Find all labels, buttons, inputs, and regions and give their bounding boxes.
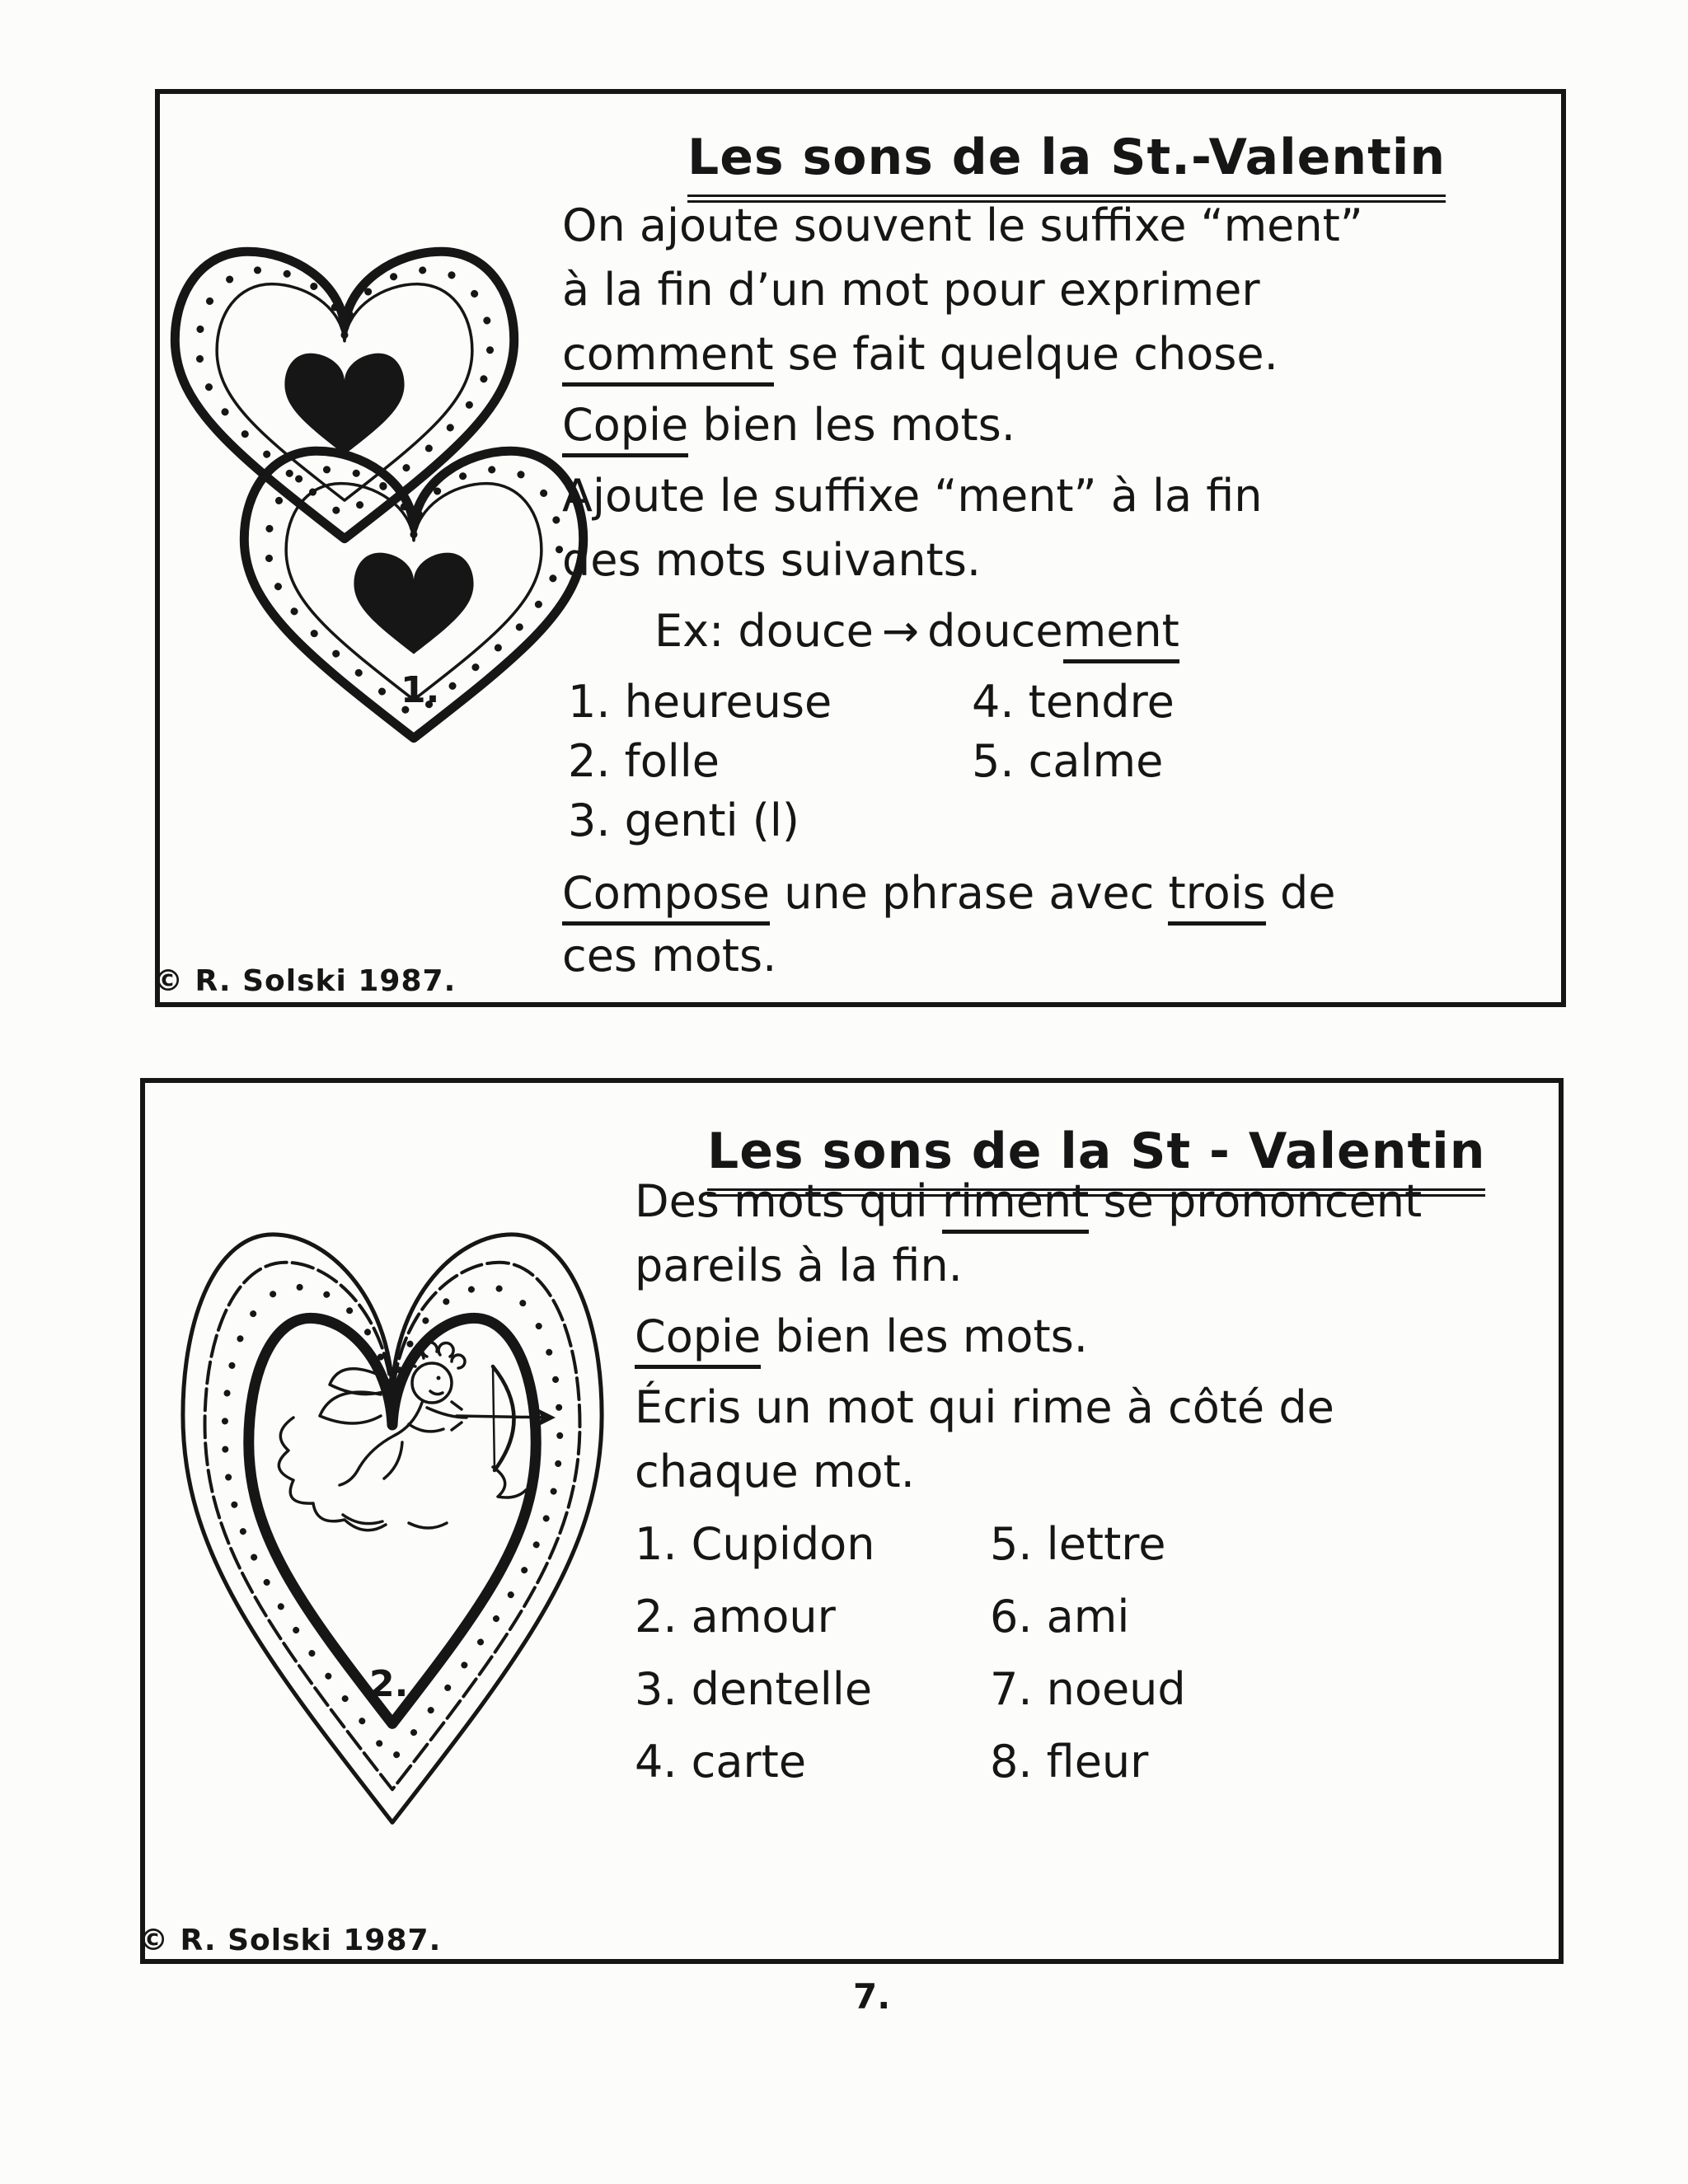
worksheet-card-1	[155, 89, 1566, 1007]
example-stem: douce	[927, 605, 1063, 657]
word-item-lettre: 5. lettre	[990, 1518, 1166, 1570]
card2-ecris-line-1: Écris un mot qui rime à côté de	[635, 1381, 1334, 1433]
cupid-wings	[320, 1369, 386, 1423]
card2-copie-instruction	[635, 1310, 1088, 1362]
cupid-eye	[437, 1376, 441, 1380]
right-arrow-icon: →	[881, 605, 920, 657]
copie-instruction-rest: bien les mots.	[688, 399, 1015, 451]
card1-example-line	[654, 605, 1179, 657]
card1-compose-line-1	[562, 867, 1336, 919]
example-prefix: Ex: douce	[654, 605, 874, 657]
lace-heart	[183, 1235, 602, 1822]
word-item-folle: 2. folle	[568, 735, 720, 787]
card1-copie-instruction	[562, 399, 1015, 451]
card1-ajoute-line-2: des mots suivants.	[562, 534, 982, 586]
front-heart-solid-center	[354, 553, 473, 654]
card1-title: Les sons de la St.-Valentin	[687, 129, 1446, 203]
card1-intro-line-1: On ajoute souvent le suffixe “ment”	[562, 199, 1363, 251]
underlined-word-trois: trois	[1168, 867, 1265, 926]
card1-intro-line-3	[562, 328, 1278, 380]
heart-number-label-1: 1.	[401, 669, 440, 711]
word-item-fleur: 8. fleur	[990, 1736, 1149, 1788]
compose-middle: une phrase avec	[770, 867, 1169, 919]
word-item-heureuse: 1. heureuse	[568, 676, 832, 728]
card1-ajoute-line-1: Ajoute le suffixe “ment” à la fin	[562, 470, 1263, 522]
intro-prefix: Des mots qui	[635, 1175, 942, 1227]
intro-rest: se prononcent	[1089, 1175, 1423, 1227]
word-item-gentil: 3. genti (l)	[568, 794, 799, 846]
card1-intro-line-2: à la fin d’un mot pour exprimer	[562, 264, 1260, 316]
cupid-diaper	[409, 1424, 443, 1432]
copie-instruction-2-rest: bien les mots.	[761, 1310, 1088, 1362]
cupid-bow-string	[493, 1366, 495, 1470]
double-hearts-illustration	[166, 218, 595, 794]
cupid-head	[412, 1363, 452, 1403]
worksheet-card-2	[140, 1078, 1564, 1964]
card2-title: Les sons de la St - Valentin	[707, 1122, 1485, 1197]
underlined-word-riment: riment	[942, 1175, 1089, 1234]
underlined-word-copie-2: Copie	[635, 1310, 761, 1369]
compose-end: de	[1265, 867, 1336, 919]
page-number: 7.	[853, 1976, 891, 2017]
word-item-ami: 6. ami	[990, 1591, 1130, 1643]
word-item-dentelle: 3. dentelle	[635, 1663, 873, 1715]
card2-intro-line-1	[635, 1175, 1422, 1227]
underlined-suffix-ment: ment	[1063, 605, 1179, 663]
lace-heart-outer-outline	[183, 1235, 602, 1822]
underlined-word-comment: comment	[562, 328, 774, 387]
heart-number-label-2: 2.	[369, 1663, 409, 1705]
back-heart-solid-center	[284, 354, 404, 455]
word-item-noeud: 7. noeud	[990, 1663, 1186, 1715]
cloud-swirl-right	[493, 1467, 526, 1497]
card1-copyright: © R. Solski 1987.	[153, 964, 457, 998]
cupid-second-leg	[384, 1442, 402, 1479]
word-item-cupidon: 1. Cupidon	[635, 1518, 875, 1570]
cloud-swirls	[279, 1418, 386, 1530]
cupid-heart-illustration	[170, 1170, 615, 1863]
word-item-amour: 2. amour	[635, 1591, 836, 1643]
word-item-calme: 5. calme	[972, 735, 1164, 787]
card2-copyright: © R. Solski 1987.	[138, 1924, 442, 1957]
cupid-figure	[279, 1343, 556, 1530]
front-heart	[244, 451, 583, 738]
cloud-swirl-bottom	[343, 1515, 447, 1528]
underlined-word-compose: Compose	[562, 867, 770, 926]
cupid-bow	[493, 1366, 514, 1470]
cupid-smile	[430, 1391, 443, 1394]
underlined-word-copie: Copie	[562, 399, 688, 457]
word-item-tendre: 4. tendre	[972, 676, 1175, 728]
card2-ecris-line-2: chaque mot.	[635, 1446, 915, 1497]
cupid-arrow-shaft	[457, 1416, 551, 1418]
intro-line-3-rest: se fait quelque chose.	[773, 328, 1278, 380]
back-heart	[175, 251, 513, 539]
card1-compose-line-2: ces mots.	[562, 930, 777, 982]
word-item-carte: 4. carte	[635, 1736, 807, 1788]
card2-intro-line-2: pareils à la fin.	[635, 1240, 963, 1291]
